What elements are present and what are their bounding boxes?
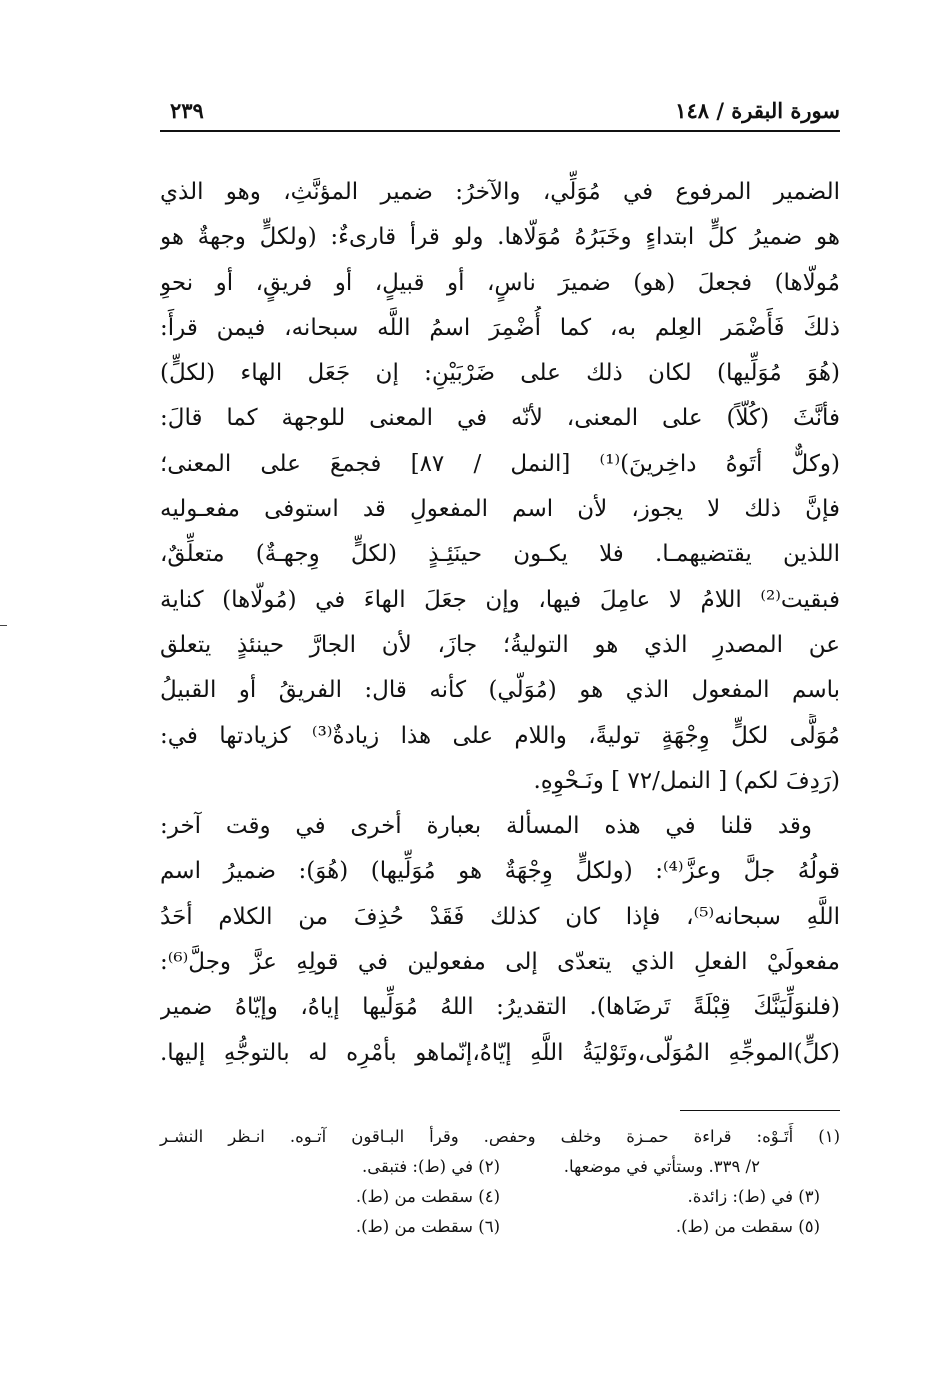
- text-line: قولُهُ جلَّ وعزَّ⁽⁴⁾: (ولكلٍّ وِجْهَةٌ هو مُوَلِّيها) (هُوَ): ضميرُ اسم: [160, 858, 840, 885]
- text-line: فأنَّثَ (كُلّاً) على المعنى، لأنّه في المعنى للوجهة كما قالَ:: [160, 405, 840, 432]
- footnote-2: (٢) في (ط): فتبقى.: [361, 1157, 500, 1176]
- footnote-divider: [680, 1110, 840, 1111]
- text-line: الضمير المرفوع في مُوَلِّي، والآخرُ: ضمير المؤنَّثِ، وهو الذي: [160, 179, 840, 205]
- footnote-5: (٥) سقطت من (ط).: [675, 1217, 820, 1236]
- text-line: عن المصدرِ الذي هو التوليةُ؛ جازَ، لأن الجارَّ حينئذٍ يتعلق: [160, 631, 840, 658]
- text-line: وقد قلنا في هذه المسألة بعبارة أخرى في وقت آخر:: [160, 813, 812, 840]
- text-line: ذلكَ فَأَضْمَر العِلم به، كما أُضْمِرَ اسمُ اللَّه سبحانه، فيمن قرأَ:: [160, 314, 840, 341]
- main-text: [160, 170, 840, 1076]
- text-line: (وكلٌّ أتَوهُ داخِرينَ)⁽¹⁾ [النمل / ٨٧] فجمعَ على المعنى؛: [160, 450, 840, 477]
- text-line: فإنَّ ذلك لا يجوز، لأن اسم المفعولِ قد استوفى مفعـوليه: [160, 496, 840, 523]
- text-line: باسم المفعول الذي هو (مُوَلّي) كأنه قال: الفريقُ أو القبيلُ: [160, 677, 840, 704]
- footnotes: [160, 1122, 840, 1242]
- text-line: (فلنوَلِّيَنَّكَ قِبْلَةً تَرضَاها). التقديرُ: اللهُ مُوَلِّيها إياهُ، وإيّاهُ ضمير: [160, 994, 840, 1021]
- text-line: اللَّهِ سبحانه⁽⁵⁾، فإذا كان كذلك فَقَدْ حُذِفَ من الكلام أحَدُ: [160, 903, 840, 930]
- text-line: فبقيت⁽²⁾ اللامُ لا عامِلَ فيها، وإن جعَلَ الهاءَ في (مُولّاها) كناية: [160, 586, 840, 613]
- text-line: (هُوَ مُوَلِّيها) لكان ذلك على ضَرْبَيْنِ: إن جَعَل الهاء (لكلٍّ): [160, 360, 840, 387]
- text-line: مُوَلًّى لكلٍّ وِجْهَةٍ توليةً، واللام على هذا زيادةٌ⁽³⁾ كزيادتها في:: [160, 722, 840, 749]
- footnote-4: (٤) سقطت من (ط).: [355, 1187, 500, 1206]
- footnote-3: (٣) في (ط): زائدة.: [687, 1187, 820, 1206]
- text-line: (كلٍّ)الموجِّهِ المُوَلّى،وتَوْليَةُ اللَّهِ إيّاهُ،إنّماهو بأمْرِه له بالتوجُّهِ إليها.: [160, 1039, 840, 1066]
- text-line: هو ضميرُ كلٍّ ابتداءٍ وخَبَرُهُ مُوَلّاها. ولو قرأ قارىءٌ: (ولكلٍّ وجهةٌ هو: [160, 224, 840, 251]
- scan-margin-mark: [0, 625, 7, 626]
- page-number: ٢٣٩: [170, 98, 204, 123]
- footnote-6: (٦) سقطت من (ط).: [355, 1217, 500, 1236]
- text-line: (رَدِفَ لكم) [ النمل/٧٢ ] ونَـحْوِهِ.: [533, 767, 840, 794]
- page-header: [160, 92, 840, 132]
- footnote-1: (١) أَتَـوْه: قراءة حمـزة وخلف وحفص. وقرأ البـاقون آتـوه. انـظر النشـر: [160, 1127, 840, 1146]
- footnote-row: [160, 1152, 840, 1182]
- text-line: مُولّاها) فجعلَ (هو) ضميرَ ناسٍ، أو قبيلٍ، أو فريقٍ، أو نحوِ: [160, 269, 840, 296]
- running-title: سورة البقرة / ١٤٨: [675, 98, 840, 123]
- footnote-row: [160, 1182, 840, 1212]
- footnote-row: [160, 1212, 840, 1242]
- text-line: مفعولَيْ الفعلِ الذي يتعدّى إلى مفعولين في قولِهِ عزَّ وجلَّ⁽⁶⁾:: [160, 949, 840, 976]
- text-line: اللذين يقتضيهمـا. فلا يكـون حينَئِـذٍ (لكلٍّ وِجهـةٌ) متعلِّقٌ،: [160, 541, 840, 568]
- footnote-1-cont: ٢/ ٣٣٩. وستأتي في موضعها.: [563, 1157, 760, 1176]
